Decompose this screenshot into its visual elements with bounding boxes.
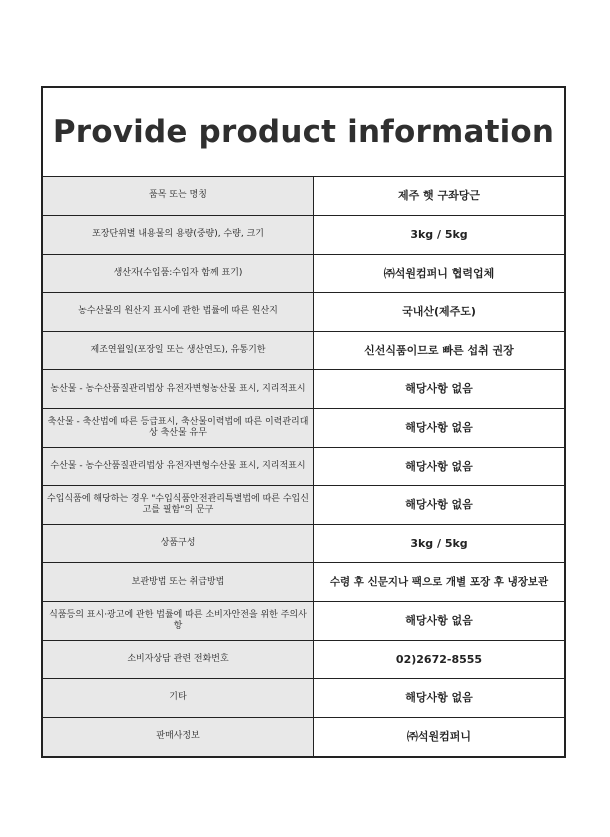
- table-row: [43, 254, 564, 293]
- row-label: 상품구성: [43, 524, 314, 563]
- table-row: [43, 563, 564, 602]
- title-box: [43, 88, 564, 177]
- row-label: 수산물 - 농수산품질관리법상 유전자변형수산물 표시, 지리적표시: [43, 447, 314, 486]
- table-row: [43, 216, 564, 255]
- row-value: 신선식품이므로 빠른 섭취 권장: [314, 331, 565, 370]
- row-label: 생산자(수입품:수입자 함께 표기): [43, 254, 314, 293]
- row-label: 품목 또는 명칭: [43, 177, 314, 216]
- row-value: 해당사항 없음: [314, 602, 565, 641]
- row-value: 국내산(제주도): [314, 293, 565, 332]
- table-row: [43, 486, 564, 525]
- row-value: ㈜석원컴퍼니: [314, 717, 565, 756]
- row-value: 3kg / 5kg: [314, 216, 565, 255]
- table-row: [43, 679, 564, 718]
- product-info-frame: [41, 86, 566, 758]
- row-label: 보관방법 또는 취급방법: [43, 563, 314, 602]
- row-value: 해당사항 없음: [314, 486, 565, 525]
- row-value: ㈜석원컴퍼니 협력업체: [314, 254, 565, 293]
- page-title: Provide product information: [52, 114, 555, 150]
- row-value: 해당사항 없음: [314, 679, 565, 718]
- row-label: 농산물 - 농수산품질관리법상 유전자변형농산물 표시, 지리적표시: [43, 370, 314, 409]
- row-label: 소비자상담 관련 전화번호: [43, 640, 314, 679]
- table-row: [43, 331, 564, 370]
- row-value: 해당사항 없음: [314, 370, 565, 409]
- row-label: 기타: [43, 679, 314, 718]
- row-label: 농수산물의 원산지 표시에 관한 법률에 따른 원산지: [43, 293, 314, 332]
- row-label: 제조연월일(포장일 또는 생산연도), 유통기한: [43, 331, 314, 370]
- table-row: [43, 293, 564, 332]
- row-label: 수입식품에 해당하는 경우 "수입식품안전관리특별법에 따른 수입신고를 필함"의 문구: [43, 486, 314, 525]
- table-row: [43, 447, 564, 486]
- table-row: [43, 370, 564, 409]
- row-value: 3kg / 5kg: [314, 524, 565, 563]
- row-value: 수령 후 신문지나 팩으로 개별 포장 후 냉장보관: [314, 563, 565, 602]
- table-row: [43, 524, 564, 563]
- table-row: [43, 640, 564, 679]
- row-value: 해당사항 없음: [314, 409, 565, 448]
- table-row: [43, 602, 564, 641]
- table-row: [43, 409, 564, 448]
- table-row: [43, 717, 564, 756]
- product-info-table: [43, 177, 564, 756]
- row-label: 포장단위별 내용물의 용량(중량), 수량, 크기: [43, 216, 314, 255]
- table-row: [43, 177, 564, 216]
- row-value: 해당사항 없음: [314, 447, 565, 486]
- row-value: 제주 햇 구좌당근: [314, 177, 565, 216]
- row-value: 02)2672-8555: [314, 640, 565, 679]
- row-label: 축산물 - 축산법에 따른 등급표시, 축산물이력법에 따른 이력관리대상 축산물 유무: [43, 409, 314, 448]
- row-label: 판매사정보: [43, 717, 314, 756]
- row-label: 식품등의 표시·광고에 관한 법률에 따른 소비자안전을 위한 주의사항: [43, 602, 314, 641]
